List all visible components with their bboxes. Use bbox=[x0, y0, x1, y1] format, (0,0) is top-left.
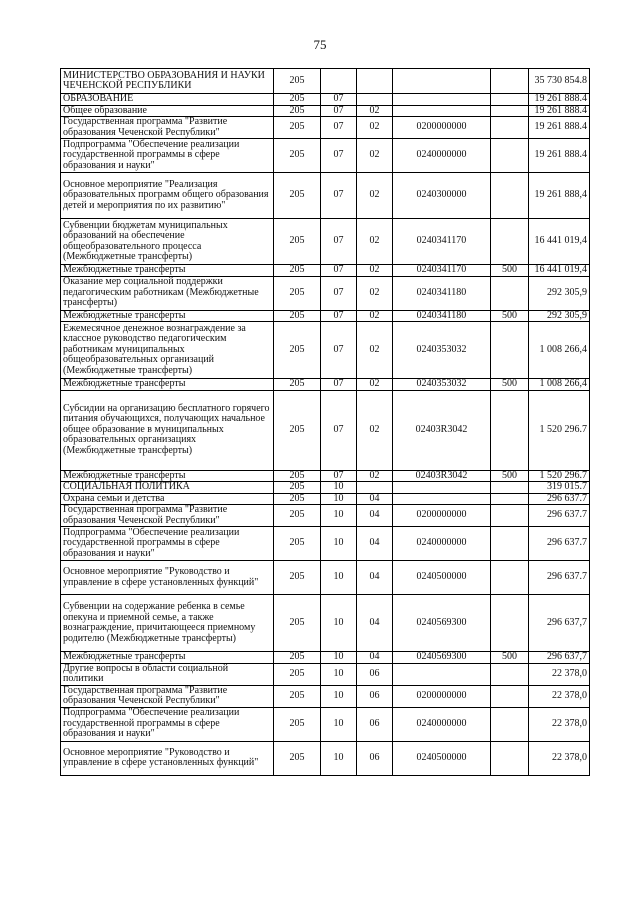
row-grbs-code: 205 bbox=[274, 652, 321, 664]
row-section-code: 07 bbox=[321, 379, 357, 391]
row-subsection-code: 02 bbox=[357, 265, 393, 277]
row-grbs-code: 205 bbox=[274, 139, 321, 173]
row-expense-type-code: 500 bbox=[491, 470, 529, 482]
table-row bbox=[61, 595, 590, 652]
row-name: Подпрограмма "Обеспечение реализации государственной программы в сфере образования и науки" bbox=[61, 707, 274, 741]
row-name: Основное мероприятие "Реализация образовательных программ общего образования детей и мероприятия по их развитию" bbox=[61, 173, 274, 219]
row-expense-type-code bbox=[491, 276, 529, 310]
row-expense-type-code bbox=[491, 707, 529, 741]
row-name: Ежемесячное денежное вознаграждение за классное руководство педагогическим работникам муниципальных общеобразовательных организаций (Межбюджетные трансферты) bbox=[61, 322, 274, 379]
table-row bbox=[61, 173, 590, 219]
row-name: Общее образование bbox=[61, 105, 274, 117]
row-grbs-code: 205 bbox=[274, 482, 321, 494]
row-section-code: 07 bbox=[321, 470, 357, 482]
row-name: Субвенции на содержание ребенка в семье опекуна и приемной семье, а также вознаграждение, причитающееся приемному родителю (Межбюджетные трансферты) bbox=[61, 595, 274, 652]
table-row bbox=[61, 390, 590, 470]
row-amount: 296 637.7 bbox=[529, 505, 590, 527]
row-target-article-code bbox=[393, 493, 491, 505]
row-subsection-code bbox=[357, 482, 393, 494]
row-grbs-code: 205 bbox=[274, 105, 321, 117]
row-subsection-code: 02 bbox=[357, 379, 393, 391]
table-row bbox=[61, 265, 590, 277]
row-name: Межбюджетные трансферты bbox=[61, 379, 274, 391]
row-expense-type-code: 500 bbox=[491, 379, 529, 391]
row-grbs-code: 205 bbox=[274, 505, 321, 527]
row-grbs-code: 205 bbox=[274, 561, 321, 595]
row-grbs-code: 205 bbox=[274, 595, 321, 652]
row-amount: 22 378,0 bbox=[529, 707, 590, 741]
row-target-article-code bbox=[393, 69, 491, 94]
row-target-article-code bbox=[393, 663, 491, 685]
row-target-article-code: 0200000000 bbox=[393, 117, 491, 139]
row-target-article-code: 0240000000 bbox=[393, 527, 491, 561]
table-row bbox=[61, 527, 590, 561]
row-amount: 16 441 019,4 bbox=[529, 265, 590, 277]
row-section-code: 07 bbox=[321, 219, 357, 265]
row-expense-type-code bbox=[491, 741, 529, 775]
row-expense-type-code: 500 bbox=[491, 652, 529, 664]
row-amount: 16 441 019,4 bbox=[529, 219, 590, 265]
row-target-article-code: 0240000000 bbox=[393, 707, 491, 741]
row-amount: 22 378,0 bbox=[529, 663, 590, 685]
row-name: Другие вопросы в области социальной политики bbox=[61, 663, 274, 685]
row-amount: 35 730 854.8 bbox=[529, 69, 590, 94]
row-expense-type-code bbox=[491, 505, 529, 527]
row-name: Межбюджетные трансферты bbox=[61, 470, 274, 482]
row-target-article-code bbox=[393, 94, 491, 106]
table-row bbox=[61, 94, 590, 106]
row-name: Межбюджетные трансферты bbox=[61, 310, 274, 322]
row-expense-type-code bbox=[491, 595, 529, 652]
table-row bbox=[61, 505, 590, 527]
row-name: Охрана семьи и детства bbox=[61, 493, 274, 505]
row-grbs-code: 205 bbox=[274, 276, 321, 310]
row-subsection-code: 02 bbox=[357, 105, 393, 117]
row-target-article-code: 0240341180 bbox=[393, 310, 491, 322]
row-subsection-code: 04 bbox=[357, 652, 393, 664]
row-expense-type-code bbox=[491, 561, 529, 595]
row-grbs-code: 205 bbox=[274, 663, 321, 685]
row-grbs-code: 205 bbox=[274, 69, 321, 94]
row-expense-type-code bbox=[491, 663, 529, 685]
table-row bbox=[61, 69, 590, 94]
table-row bbox=[61, 310, 590, 322]
row-section-code: 10 bbox=[321, 595, 357, 652]
row-expense-type-code bbox=[491, 105, 529, 117]
row-name: Межбюджетные трансферты bbox=[61, 652, 274, 664]
row-subsection-code: 02 bbox=[357, 276, 393, 310]
row-name: Субвенции бюджетам муниципальных образований на обеспечение общеобразовательного процесса (Межбюджетные трансферты) bbox=[61, 219, 274, 265]
row-section-code: 07 bbox=[321, 139, 357, 173]
row-subsection-code: 04 bbox=[357, 595, 393, 652]
row-target-article-code bbox=[393, 482, 491, 494]
row-section-code: 10 bbox=[321, 561, 357, 595]
table-row bbox=[61, 105, 590, 117]
row-target-article-code: 0240569300 bbox=[393, 652, 491, 664]
row-target-article-code: 0240353032 bbox=[393, 379, 491, 391]
row-section-code: 07 bbox=[321, 310, 357, 322]
row-amount: 19 261 888.4 bbox=[529, 105, 590, 117]
page-number: 75 bbox=[313, 37, 327, 52]
row-grbs-code: 205 bbox=[274, 310, 321, 322]
row-section-code: 10 bbox=[321, 482, 357, 494]
row-expense-type-code bbox=[491, 527, 529, 561]
row-section-code: 10 bbox=[321, 707, 357, 741]
table-row bbox=[61, 652, 590, 664]
row-section-code: 07 bbox=[321, 390, 357, 470]
row-target-article-code: 0240500000 bbox=[393, 561, 491, 595]
row-amount: 296 637,7 bbox=[529, 652, 590, 664]
row-grbs-code: 205 bbox=[274, 219, 321, 265]
table-row bbox=[61, 493, 590, 505]
row-expense-type-code bbox=[491, 482, 529, 494]
row-expense-type-code: 500 bbox=[491, 265, 529, 277]
row-amount: 22 378,0 bbox=[529, 741, 590, 775]
row-section-code bbox=[321, 69, 357, 94]
row-target-article-code: 0240353032 bbox=[393, 322, 491, 379]
table-row bbox=[61, 470, 590, 482]
table-row bbox=[61, 482, 590, 494]
budget-table-body bbox=[61, 69, 590, 776]
row-subsection-code: 02 bbox=[357, 117, 393, 139]
row-amount: 296 637.7 bbox=[529, 561, 590, 595]
row-expense-type-code bbox=[491, 322, 529, 379]
row-amount: 296 637.7 bbox=[529, 493, 590, 505]
budget-table bbox=[60, 68, 590, 776]
table-row bbox=[61, 219, 590, 265]
row-target-article-code: 0240569300 bbox=[393, 595, 491, 652]
row-amount: 319 015.7 bbox=[529, 482, 590, 494]
row-target-article-code bbox=[393, 105, 491, 117]
table-row bbox=[61, 117, 590, 139]
row-name: Государственная программа "Развитие образования Чеченской Республики" bbox=[61, 685, 274, 707]
row-section-code: 10 bbox=[321, 685, 357, 707]
row-name: Оказание мер социальной поддержки педагогическим работникам (Межбюджетные трансферты) bbox=[61, 276, 274, 310]
row-name: Основное мероприятие "Руководство и управление в сфере установленных функций" bbox=[61, 741, 274, 775]
row-grbs-code: 205 bbox=[274, 117, 321, 139]
row-target-article-code: 02403R3042 bbox=[393, 390, 491, 470]
row-grbs-code: 205 bbox=[274, 527, 321, 561]
row-grbs-code: 205 bbox=[274, 379, 321, 391]
row-target-article-code: 02403R3042 bbox=[393, 470, 491, 482]
table-row bbox=[61, 707, 590, 741]
row-section-code: 07 bbox=[321, 276, 357, 310]
row-subsection-code: 02 bbox=[357, 390, 393, 470]
row-expense-type-code bbox=[491, 94, 529, 106]
row-expense-type-code bbox=[491, 117, 529, 139]
row-grbs-code: 205 bbox=[274, 741, 321, 775]
row-subsection-code: 06 bbox=[357, 741, 393, 775]
row-expense-type-code: 500 bbox=[491, 310, 529, 322]
table-row bbox=[61, 685, 590, 707]
row-target-article-code: 0240000000 bbox=[393, 139, 491, 173]
row-name: МИНИСТЕРСТВО ОБРАЗОВАНИЯ И НАУКИ ЧЕЧЕНСКОЙ РЕСПУБЛИКИ bbox=[61, 69, 274, 94]
row-amount: 296 637,7 bbox=[529, 595, 590, 652]
row-expense-type-code bbox=[491, 139, 529, 173]
row-section-code: 07 bbox=[321, 94, 357, 106]
row-grbs-code: 205 bbox=[274, 707, 321, 741]
row-amount: 292 305,9 bbox=[529, 310, 590, 322]
row-section-code: 07 bbox=[321, 322, 357, 379]
table-row bbox=[61, 276, 590, 310]
row-grbs-code: 205 bbox=[274, 390, 321, 470]
row-amount: 1 008 266,4 bbox=[529, 379, 590, 391]
row-amount: 1 520 296.7 bbox=[529, 470, 590, 482]
row-name: Межбюджетные трансферты bbox=[61, 265, 274, 277]
row-section-code: 07 bbox=[321, 117, 357, 139]
table-row bbox=[61, 741, 590, 775]
row-grbs-code: 205 bbox=[274, 493, 321, 505]
row-name: Основное мероприятие "Руководство и управление в сфере установленных функций" bbox=[61, 561, 274, 595]
row-section-code: 10 bbox=[321, 741, 357, 775]
row-name: ОБРАЗОВАНИЕ bbox=[61, 94, 274, 106]
row-name: Подпрограмма "Обеспечение реализации государственной программы в сфере образования и науки" bbox=[61, 139, 274, 173]
row-amount: 1 520 296.7 bbox=[529, 390, 590, 470]
row-subsection-code: 02 bbox=[357, 322, 393, 379]
row-amount: 22 378,0 bbox=[529, 685, 590, 707]
row-target-article-code: 0200000000 bbox=[393, 505, 491, 527]
row-grbs-code: 205 bbox=[274, 470, 321, 482]
row-expense-type-code bbox=[491, 493, 529, 505]
row-section-code: 10 bbox=[321, 505, 357, 527]
table-row bbox=[61, 561, 590, 595]
row-subsection-code: 02 bbox=[357, 139, 393, 173]
row-section-code: 10 bbox=[321, 652, 357, 664]
row-target-article-code: 0240341180 bbox=[393, 276, 491, 310]
row-subsection-code: 02 bbox=[357, 310, 393, 322]
row-subsection-code: 04 bbox=[357, 493, 393, 505]
table-row bbox=[61, 379, 590, 391]
row-target-article-code: 0240341170 bbox=[393, 265, 491, 277]
row-section-code: 07 bbox=[321, 265, 357, 277]
row-subsection-code: 02 bbox=[357, 470, 393, 482]
row-amount: 19 261 888.4 bbox=[529, 94, 590, 106]
row-name: Государственная программа "Развитие образования Чеченской Республики" bbox=[61, 505, 274, 527]
row-amount: 1 008 266,4 bbox=[529, 322, 590, 379]
row-target-article-code: 0240300000 bbox=[393, 173, 491, 219]
row-expense-type-code bbox=[491, 390, 529, 470]
row-subsection-code: 02 bbox=[357, 173, 393, 219]
row-target-article-code: 0240341170 bbox=[393, 219, 491, 265]
row-subsection-code: 02 bbox=[357, 219, 393, 265]
row-grbs-code: 205 bbox=[274, 265, 321, 277]
row-subsection-code bbox=[357, 94, 393, 106]
row-section-code: 10 bbox=[321, 663, 357, 685]
row-amount: 19 261 888,4 bbox=[529, 173, 590, 219]
row-name: Субсидии на организацию бесплатного горячего питания обучающихся, получающих начальное общее образование в муниципальных образовательных организациях (Межбюджетные трансферты) bbox=[61, 390, 274, 470]
row-name: Государственная программа "Развитие образования Чеченской Республики" bbox=[61, 117, 274, 139]
row-name: СОЦИАЛЬНАЯ ПОЛИТИКА bbox=[61, 482, 274, 494]
row-expense-type-code bbox=[491, 69, 529, 94]
row-subsection-code: 06 bbox=[357, 663, 393, 685]
row-amount: 292 305,9 bbox=[529, 276, 590, 310]
row-section-code: 10 bbox=[321, 493, 357, 505]
row-subsection-code: 06 bbox=[357, 707, 393, 741]
row-expense-type-code bbox=[491, 685, 529, 707]
row-target-article-code: 0200000000 bbox=[393, 685, 491, 707]
row-subsection-code bbox=[357, 69, 393, 94]
row-subsection-code: 04 bbox=[357, 505, 393, 527]
row-amount: 19 261 888.4 bbox=[529, 139, 590, 173]
row-subsection-code: 06 bbox=[357, 685, 393, 707]
row-grbs-code: 205 bbox=[274, 322, 321, 379]
table-row bbox=[61, 139, 590, 173]
row-section-code: 07 bbox=[321, 105, 357, 117]
row-subsection-code: 04 bbox=[357, 527, 393, 561]
row-subsection-code: 04 bbox=[357, 561, 393, 595]
row-grbs-code: 205 bbox=[274, 94, 321, 106]
row-grbs-code: 205 bbox=[274, 685, 321, 707]
table-row bbox=[61, 663, 590, 685]
row-section-code: 07 bbox=[321, 173, 357, 219]
row-grbs-code: 205 bbox=[274, 173, 321, 219]
row-expense-type-code bbox=[491, 173, 529, 219]
row-name: Подпрограмма "Обеспечение реализации государственной программы в сфере образования и науки" bbox=[61, 527, 274, 561]
row-target-article-code: 0240500000 bbox=[393, 741, 491, 775]
table-row bbox=[61, 322, 590, 379]
row-amount: 296 637.7 bbox=[529, 527, 590, 561]
row-section-code: 10 bbox=[321, 527, 357, 561]
row-amount: 19 261 888.4 bbox=[529, 117, 590, 139]
row-expense-type-code bbox=[491, 219, 529, 265]
